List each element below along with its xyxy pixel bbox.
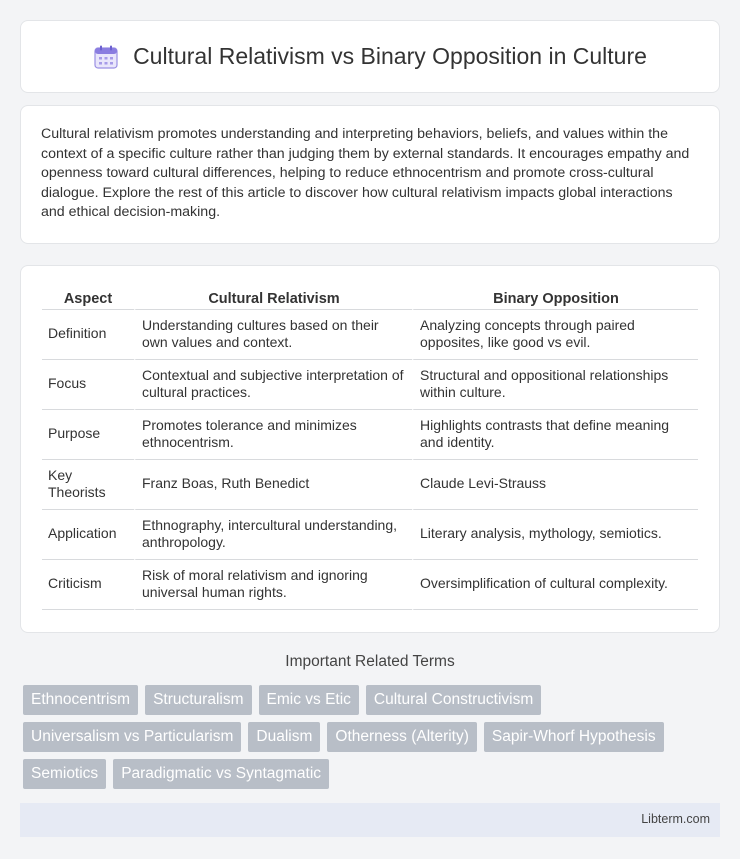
footer: [20, 803, 720, 837]
row-cultural-relativism: Promotes tolerance and minimizes ethnocentrism.: [134, 410, 412, 460]
row-cultural-relativism: Contextual and subjective interpretation of cultural practices.: [134, 360, 412, 410]
header-cultural-relativism: Cultural Relativism: [134, 288, 412, 310]
intro-paragraph: Cultural relativism promotes understanding and interpreting behaviors, beliefs, and values within the context of a specific culture rather than judging them by external standards. It encourages empathy and openness toward cultural differences, helping to reduce ethnocentrism and promote cross-cultural dialogue. Explore the rest of this article to discover how cultural relativism impacts global interactions and ethical decision-making.: [41, 126, 690, 220]
related-terms-section: [20, 653, 720, 789]
title-card: [20, 20, 720, 93]
row-binary-opposition: Oversimplification of cultural complexity.: [412, 560, 698, 610]
row-cultural-relativism: Risk of moral relativism and ignoring universal human rights.: [134, 560, 412, 610]
related-terms-list: [20, 685, 720, 789]
header-binary-opposition: Binary Opposition: [412, 288, 698, 310]
row-aspect: Focus: [42, 360, 134, 410]
row-aspect: Key Theorists: [42, 460, 134, 510]
related-term-tag[interactable]: Otherness (Alterity): [327, 722, 477, 752]
comparison-table: [42, 288, 698, 610]
table-row: [42, 310, 698, 360]
table-row: [42, 410, 698, 460]
intro-card: [20, 105, 720, 244]
related-term-tag[interactable]: Sapir-Whorf Hypothesis: [484, 722, 664, 752]
table-row: [42, 460, 698, 510]
related-term-tag[interactable]: Semiotics: [23, 759, 106, 789]
table-row: [42, 560, 698, 610]
calendar-icon: [93, 44, 119, 70]
table-row: [42, 510, 698, 560]
related-term-tag[interactable]: Cultural Constructivism: [366, 685, 541, 715]
row-cultural-relativism: Ethnography, intercultural understanding, anthropology.: [134, 510, 412, 560]
table-row: [42, 360, 698, 410]
table-header-row: [42, 288, 698, 310]
row-cultural-relativism: Franz Boas, Ruth Benedict: [134, 460, 412, 510]
row-binary-opposition: Literary analysis, mythology, semiotics.: [412, 510, 698, 560]
related-term-tag[interactable]: Structuralism: [145, 685, 251, 715]
related-terms-heading: Important Related Terms: [285, 652, 455, 670]
related-term-tag[interactable]: Dualism: [248, 722, 320, 752]
footer-brand-link[interactable]: Libterm.com: [641, 811, 710, 826]
row-aspect: Definition: [42, 310, 134, 360]
page-title: Cultural Relativism vs Binary Opposition in Culture: [133, 43, 647, 69]
row-binary-opposition: Structural and oppositional relationships within culture.: [412, 360, 698, 410]
related-term-tag[interactable]: Paradigmatic vs Syntagmatic: [113, 759, 329, 789]
related-term-tag[interactable]: Emic vs Etic: [259, 685, 359, 715]
row-binary-opposition: Analyzing concepts through paired opposites, like good vs evil.: [412, 310, 698, 360]
row-aspect: Application: [42, 510, 134, 560]
row-aspect: Purpose: [42, 410, 134, 460]
related-term-tag[interactable]: Universalism vs Particularism: [23, 722, 241, 752]
row-binary-opposition: Claude Levi-Strauss: [412, 460, 698, 510]
related-term-tag[interactable]: Ethnocentrism: [23, 685, 138, 715]
row-aspect: Criticism: [42, 560, 134, 610]
header-aspect: Aspect: [42, 288, 134, 310]
row-binary-opposition: Highlights contrasts that define meaning and identity.: [412, 410, 698, 460]
row-cultural-relativism: Understanding cultures based on their own values and context.: [134, 310, 412, 360]
comparison-card: [20, 265, 720, 633]
